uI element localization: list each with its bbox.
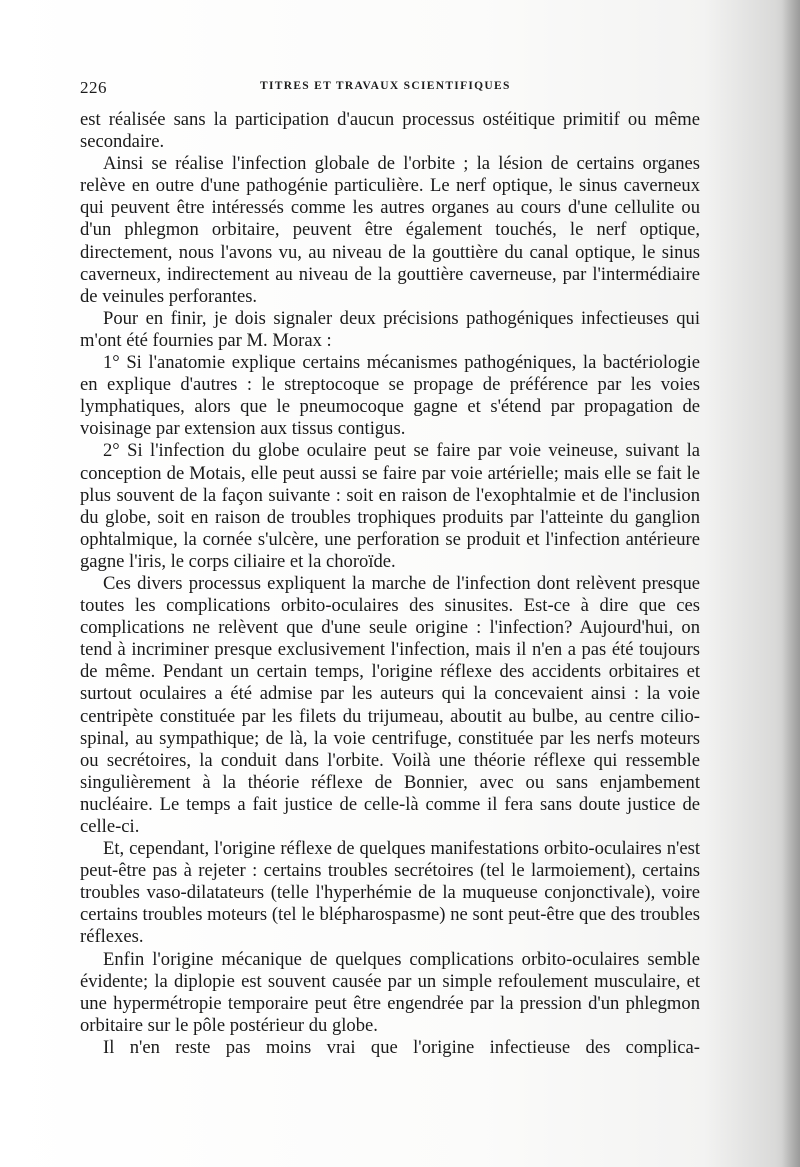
running-title: TITRES ET TRAVAUX SCIENTIFIQUES [260,80,511,92]
paragraph-9: Il n'en reste pas moins vrai que l'origine infectieuse des complica- [103,1036,700,1058]
paragraph-1: est réalisée sans la participation d'aucun processus ostéitique primitif ou même secondaire. [80,109,700,153]
paragraph-4: 1° Si l'anatomie explique certains mécanismes pathogéniques, la bactériologie en explique d'autres : le streptocoque se propage de préférence par les voies lymphatiques, alors que le pneumocoque gagne et s'étend par propagation de voisinage par extension aux tissus contigus. [80,352,700,440]
paragraph-2: Ainsi se réalise l'infection globale de l'orbite ; la lésion de certains organes relève en outre d'une pathogénie particulière. Le nerf optique, le sinus caverneux qui peuvent être intéressés comme les autres organes au cours d'une cellulite ou d'un phlegmon orbitaire, peuvent être également touchés, le nerf optique, directement, nous l'avons vu, au niveau de la gouttière du canal optique, le sinus caverneux, indirectement au niveau de la gouttière caverneuse, par l'intermédiaire de veinules perforantes. [80,153,700,307]
paragraph-3: Pour en finir, je dois signaler deux précisions pathogéniques infectieuses qui m'ont été fournies par M. Morax : [80,307,700,351]
paragraph-6: Ces divers processus expliquent la marche de l'infection dont relèvent presque toutes les complications orbito-oculaires des sinusites. Est-ce à dire que ces complications ne relèvent que d'une seule origine : l'infection? Aujourd'hui, on tend à incriminer presque exclusivement l'infection, mais il n'en a pas été toujours de même. Pendant un certain temps, l'origine réflexe des accidents orbitaires et surtout oculaires a été admise par les auteurs qui la concevaient ainsi : la voie centripète constituée par les filets du trijumeau, aboutit au bulbe, au centre cilio-spinal, au sympathique; de là, la voie centrifuge, constituée par les nerfs moteurs ou secrétoires, la conduit dans l'orbite. Voilà une théorie réflexe qui ressemble singulièrement à la théorie réflexe de Bonnier, avec ou sans enjambement nucléaire. Le temps a fait justice de celle-là comme il fera sans doute justice de celle-ci. [80,572,700,837]
page-header [80,77,700,99]
paragraph-7: Et, cependant, l'origine réflexe de quelques manifestations orbito-oculaires n'est peut-être pas à rejeter : certains troubles secrétoires (tel le larmoiement), certains troubles vaso-dilatateurs (telle l'hyperhémie de la muqueuse conjonctivale), voire certains troubles moteurs (tel le blépharospasme) ne sont peut-être que des troubles réflexes. [80,838,700,948]
paragraph-8: Enfin l'origine mécanique de quelques complications orbito-oculaires semble évidente; la diplopie est souvent causée par un simple refoulement musculaire, et une hypermétropie temporaire peut être engendrée par la pression d'un phlegmon orbitaire sur le pôle postérieur du globe. [80,948,700,1036]
body-text [80,109,700,1059]
paragraph-5: 2° Si l'infection du globe oculaire peut se faire par voie veineuse, suivant la conception de Motais, elle peut aussi se faire par voie artérielle; mais elle se fait le plus souvent de la façon suivante : soit en raison de l'exophtalmie et de l'inclusion du globe, soit en raison de troubles trophiques produits par l'atteinte du ganglion ophtalmique, la cornée s'ulcère, une perforation se produit et l'infection antérieure gagne l'iris, le corps ciliaire et la choroïde. [80,440,700,572]
page-edge-shadow [782,0,800,1167]
page-number: 226 [80,78,107,97]
